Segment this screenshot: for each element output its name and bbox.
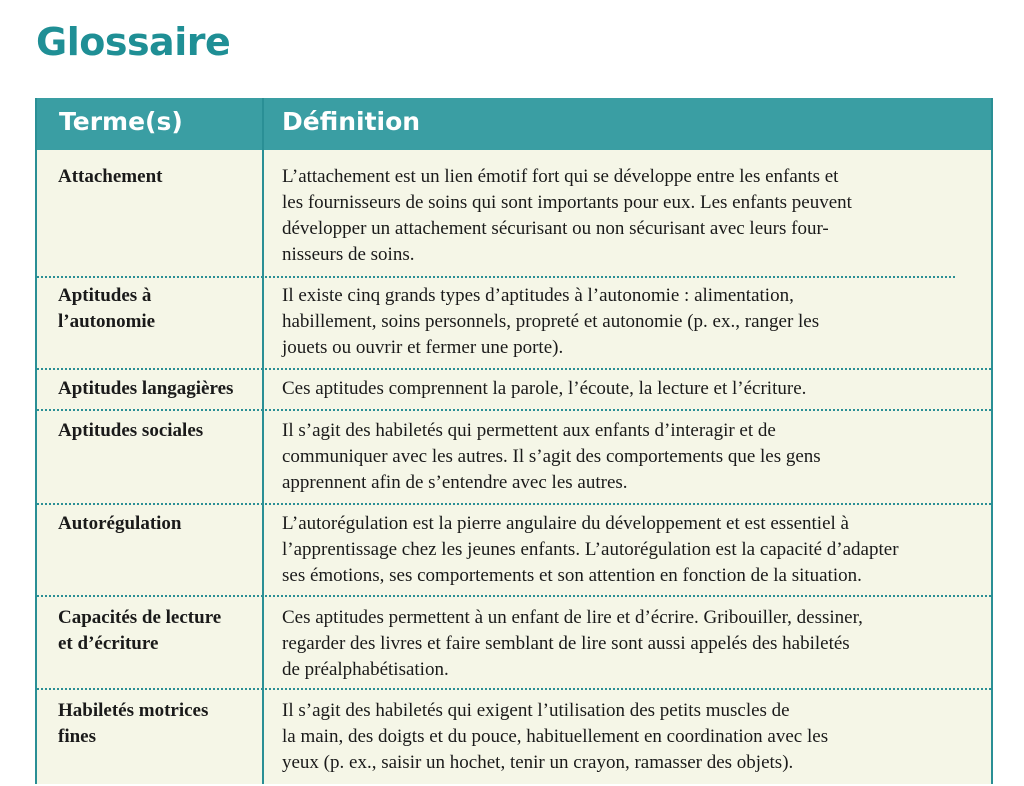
header-definition: Définition xyxy=(282,107,421,136)
definition-line: regarder des livres et faire semblant de lire sont aussi appelés des habiletés xyxy=(282,633,850,654)
definition-cell xyxy=(282,511,982,589)
term-cell xyxy=(58,511,258,537)
column-divider xyxy=(262,98,264,784)
definition-cell xyxy=(282,164,982,268)
definition-line: L’attachement est un lien émotif fort qui se développe entre les enfants et xyxy=(282,166,839,187)
definition-line: de préalphabétisation. xyxy=(282,659,449,680)
term-line: l’autonomie xyxy=(58,311,156,332)
term-cell xyxy=(58,698,258,750)
definition-cell xyxy=(282,698,982,776)
term-line: Capacités de lecture xyxy=(58,607,222,628)
term-line: Aptitudes langagières xyxy=(58,378,234,399)
definition-line: L’autorégulation est la pierre angulaire du développement et est essentiel à xyxy=(282,513,849,534)
row-separator xyxy=(37,276,955,278)
definition-line: ses émotions, ses comportements et son attention en fonction de la situation. xyxy=(282,565,862,586)
term-line: Aptitudes à xyxy=(58,285,152,306)
definition-line: l’apprentissage chez les jeunes enfants. L’autorégulation est la capacité d’adapter xyxy=(282,539,899,560)
definition-line: Ces aptitudes comprennent la parole, l’écoute, la lecture et l’écriture. xyxy=(282,378,807,399)
definition-line: Il s’agit des habiletés qui permettent aux enfants d’interagir et de xyxy=(282,420,776,441)
row-separator xyxy=(37,409,991,411)
term-line: Autorégulation xyxy=(58,513,182,534)
definition-cell xyxy=(282,418,982,496)
definition-cell xyxy=(282,283,982,361)
definition-line: la main, des doigts et du pouce, habituellement en coordination avec les xyxy=(282,726,829,747)
definition-line: Il existe cinq grands types d’aptitudes à l’autonomie : alimentation, xyxy=(282,285,794,306)
definition-line: yeux (p. ex., saisir un hochet, tenir un crayon, ramasser des objets). xyxy=(282,752,794,773)
definition-line: développer un attachement sécurisant ou non sécurisant avec leurs four- xyxy=(282,218,829,239)
term-cell xyxy=(58,376,258,402)
definition-line: nisseurs de soins. xyxy=(282,244,415,265)
definition-line: Il s’agit des habiletés qui exigent l’utilisation des petits muscles de xyxy=(282,700,790,721)
definition-line: habillement, soins personnels, propreté et autonomie (p. ex., ranger les xyxy=(282,311,820,332)
row-separator xyxy=(37,503,991,505)
page-title: Glossaire xyxy=(36,20,231,64)
definition-line: jouets ou ouvrir et fermer une porte). xyxy=(282,337,564,358)
term-cell xyxy=(58,283,258,335)
definition-line: Ces aptitudes permettent à un enfant de lire et d’écrire. Gribouiller, dessiner, xyxy=(282,607,863,628)
table-header xyxy=(37,98,991,150)
term-line: Habiletés motrices xyxy=(58,700,209,721)
row-separator xyxy=(37,688,991,690)
glossary-table xyxy=(35,98,993,784)
term-cell xyxy=(58,418,258,444)
definition-cell xyxy=(282,605,982,683)
definition-line: apprennent afin de s’entendre avec les autres. xyxy=(282,472,628,493)
term-line: Aptitudes sociales xyxy=(58,420,204,441)
term-line: et d’écriture xyxy=(58,633,159,654)
row-separator xyxy=(37,595,991,597)
definition-line: communiquer avec les autres. Il s’agit des comportements que les gens xyxy=(282,446,821,467)
term-line: fines xyxy=(58,726,96,747)
term-line: Attachement xyxy=(58,166,163,187)
definition-line: les fournisseurs de soins qui sont importants pour eux. Les enfants peuvent xyxy=(282,192,852,213)
term-cell xyxy=(58,605,258,657)
row-separator xyxy=(37,368,991,370)
term-cell xyxy=(58,164,258,190)
definition-cell xyxy=(282,376,982,402)
header-term: Terme(s) xyxy=(59,107,183,136)
